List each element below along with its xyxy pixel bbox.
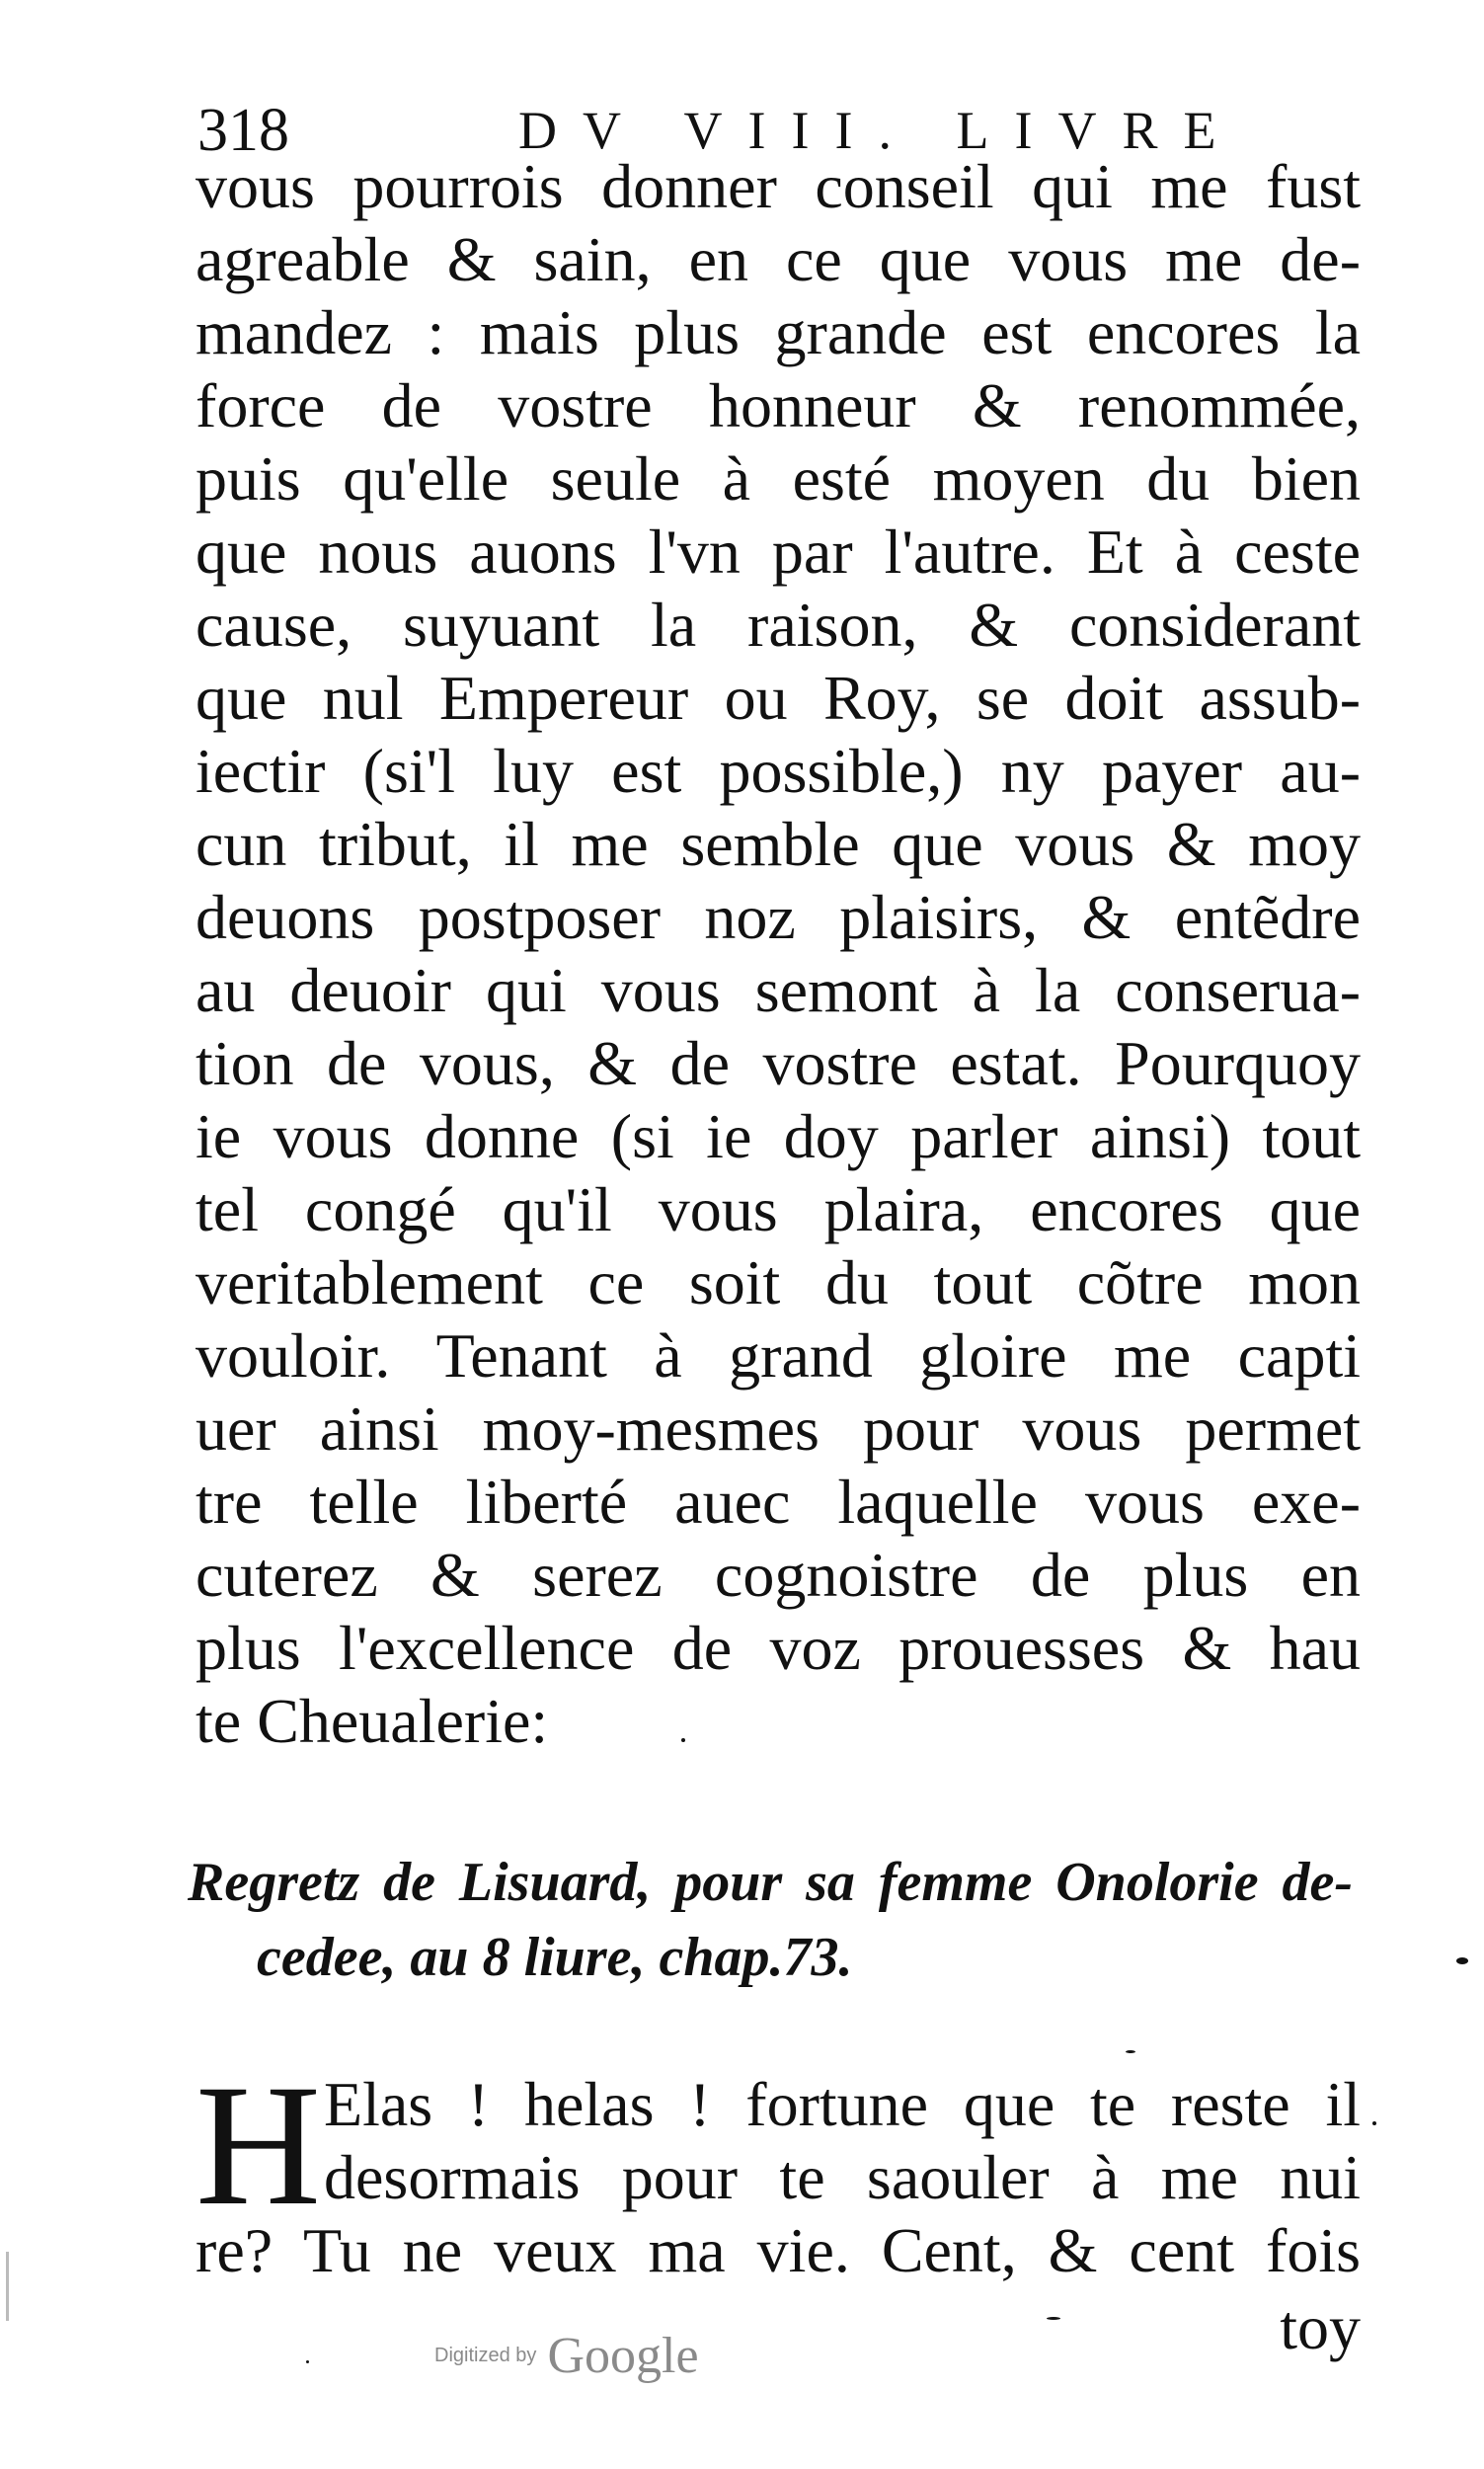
text-line: que nul Empereur ou Roy, se doit assub- [195,663,1361,733]
text-line: vouloir. Tenant à grand gloire me capti [195,1320,1361,1391]
running-title: DV VIII. LIVRE [518,101,1242,160]
ink-speck [1372,2121,1376,2125]
text-line: uer ainsi moy-mesmes pour vous permet [195,1394,1361,1464]
text-line: desormais pour te saouler à me nui [324,2142,1361,2212]
drop-cap: H [195,2049,322,2242]
text-line: tre telle liberté auec laquelle vous exe- [195,1467,1361,1537]
ink-speck [681,1738,685,1742]
text-line: mandez : mais plus grande est encores la [195,297,1361,367]
body-text [195,150,1361,1758]
text-line: deuons postposer noz plaisirs, & entẽdre [195,882,1361,952]
ink-speck [1047,2317,1060,2320]
text-line: veritablement ce soit du tout cõtre mon [195,1247,1361,1317]
text-line: force de vostre honneur & renommée, [195,370,1361,440]
text-line: agreable & sain, en ce que vous me de- [195,224,1361,294]
chapter-body [195,2049,1361,2287]
scan-edge-mark [6,2252,9,2321]
ink-speck [1456,1957,1468,1964]
catchword: toy [1280,2292,1361,2362]
chapter-heading-line: Regretz de Lisuard, pour sa femme Onolorie de- [188,1852,1353,1913]
text-line: puis qu'elle seule à esté moyen du bien [195,443,1361,514]
chapter-heading [188,1845,1353,1995]
text-line: tel congé qu'il vous plaira, encores que [195,1174,1361,1244]
watermark-prefix: Digitized by [434,2345,537,2366]
text-line: au deuoir qui vous semont à la conserua- [195,955,1361,1025]
text-line: te Cheualerie: [195,1686,549,1756]
text-line: cuterez & serez cognoistre de plus en [195,1540,1361,1610]
text-line: cause, suyuant la raison, & considerant [195,590,1361,660]
text-line: tion de vous, & de vostre estat. Pourquoy [195,1028,1361,1098]
text-line: cun tribut, il me semble que vous & moy [195,809,1361,879]
ink-speck [1126,2050,1135,2053]
text-line: Elas ! helas ! fortune que te reste il [324,2069,1361,2139]
ink-speck [306,2360,309,2363]
page-number: 318 [197,97,289,164]
digitization-watermark [434,2327,849,2396]
google-logo: Google [547,2328,699,2384]
text-line: ie vous donne (si ie doy parler ainsi) tout [195,1101,1361,1171]
chapter-heading-line: cedee, au 8 liure, chap.73. [257,1927,853,1988]
text-line: re? Tu ne veux ma vie. Cent, & cent fois [195,2215,1361,2285]
text-line: vous pourrois donner conseil qui me fust [195,151,1361,221]
text-line: plus l'excellence de voz prouesses & hau [195,1613,1361,1683]
text-line: que nous auons l'vn par l'autre. Et à ceste [195,517,1361,587]
text-line: iectir (si'l luy est possible,) ny payer au- [195,736,1361,806]
